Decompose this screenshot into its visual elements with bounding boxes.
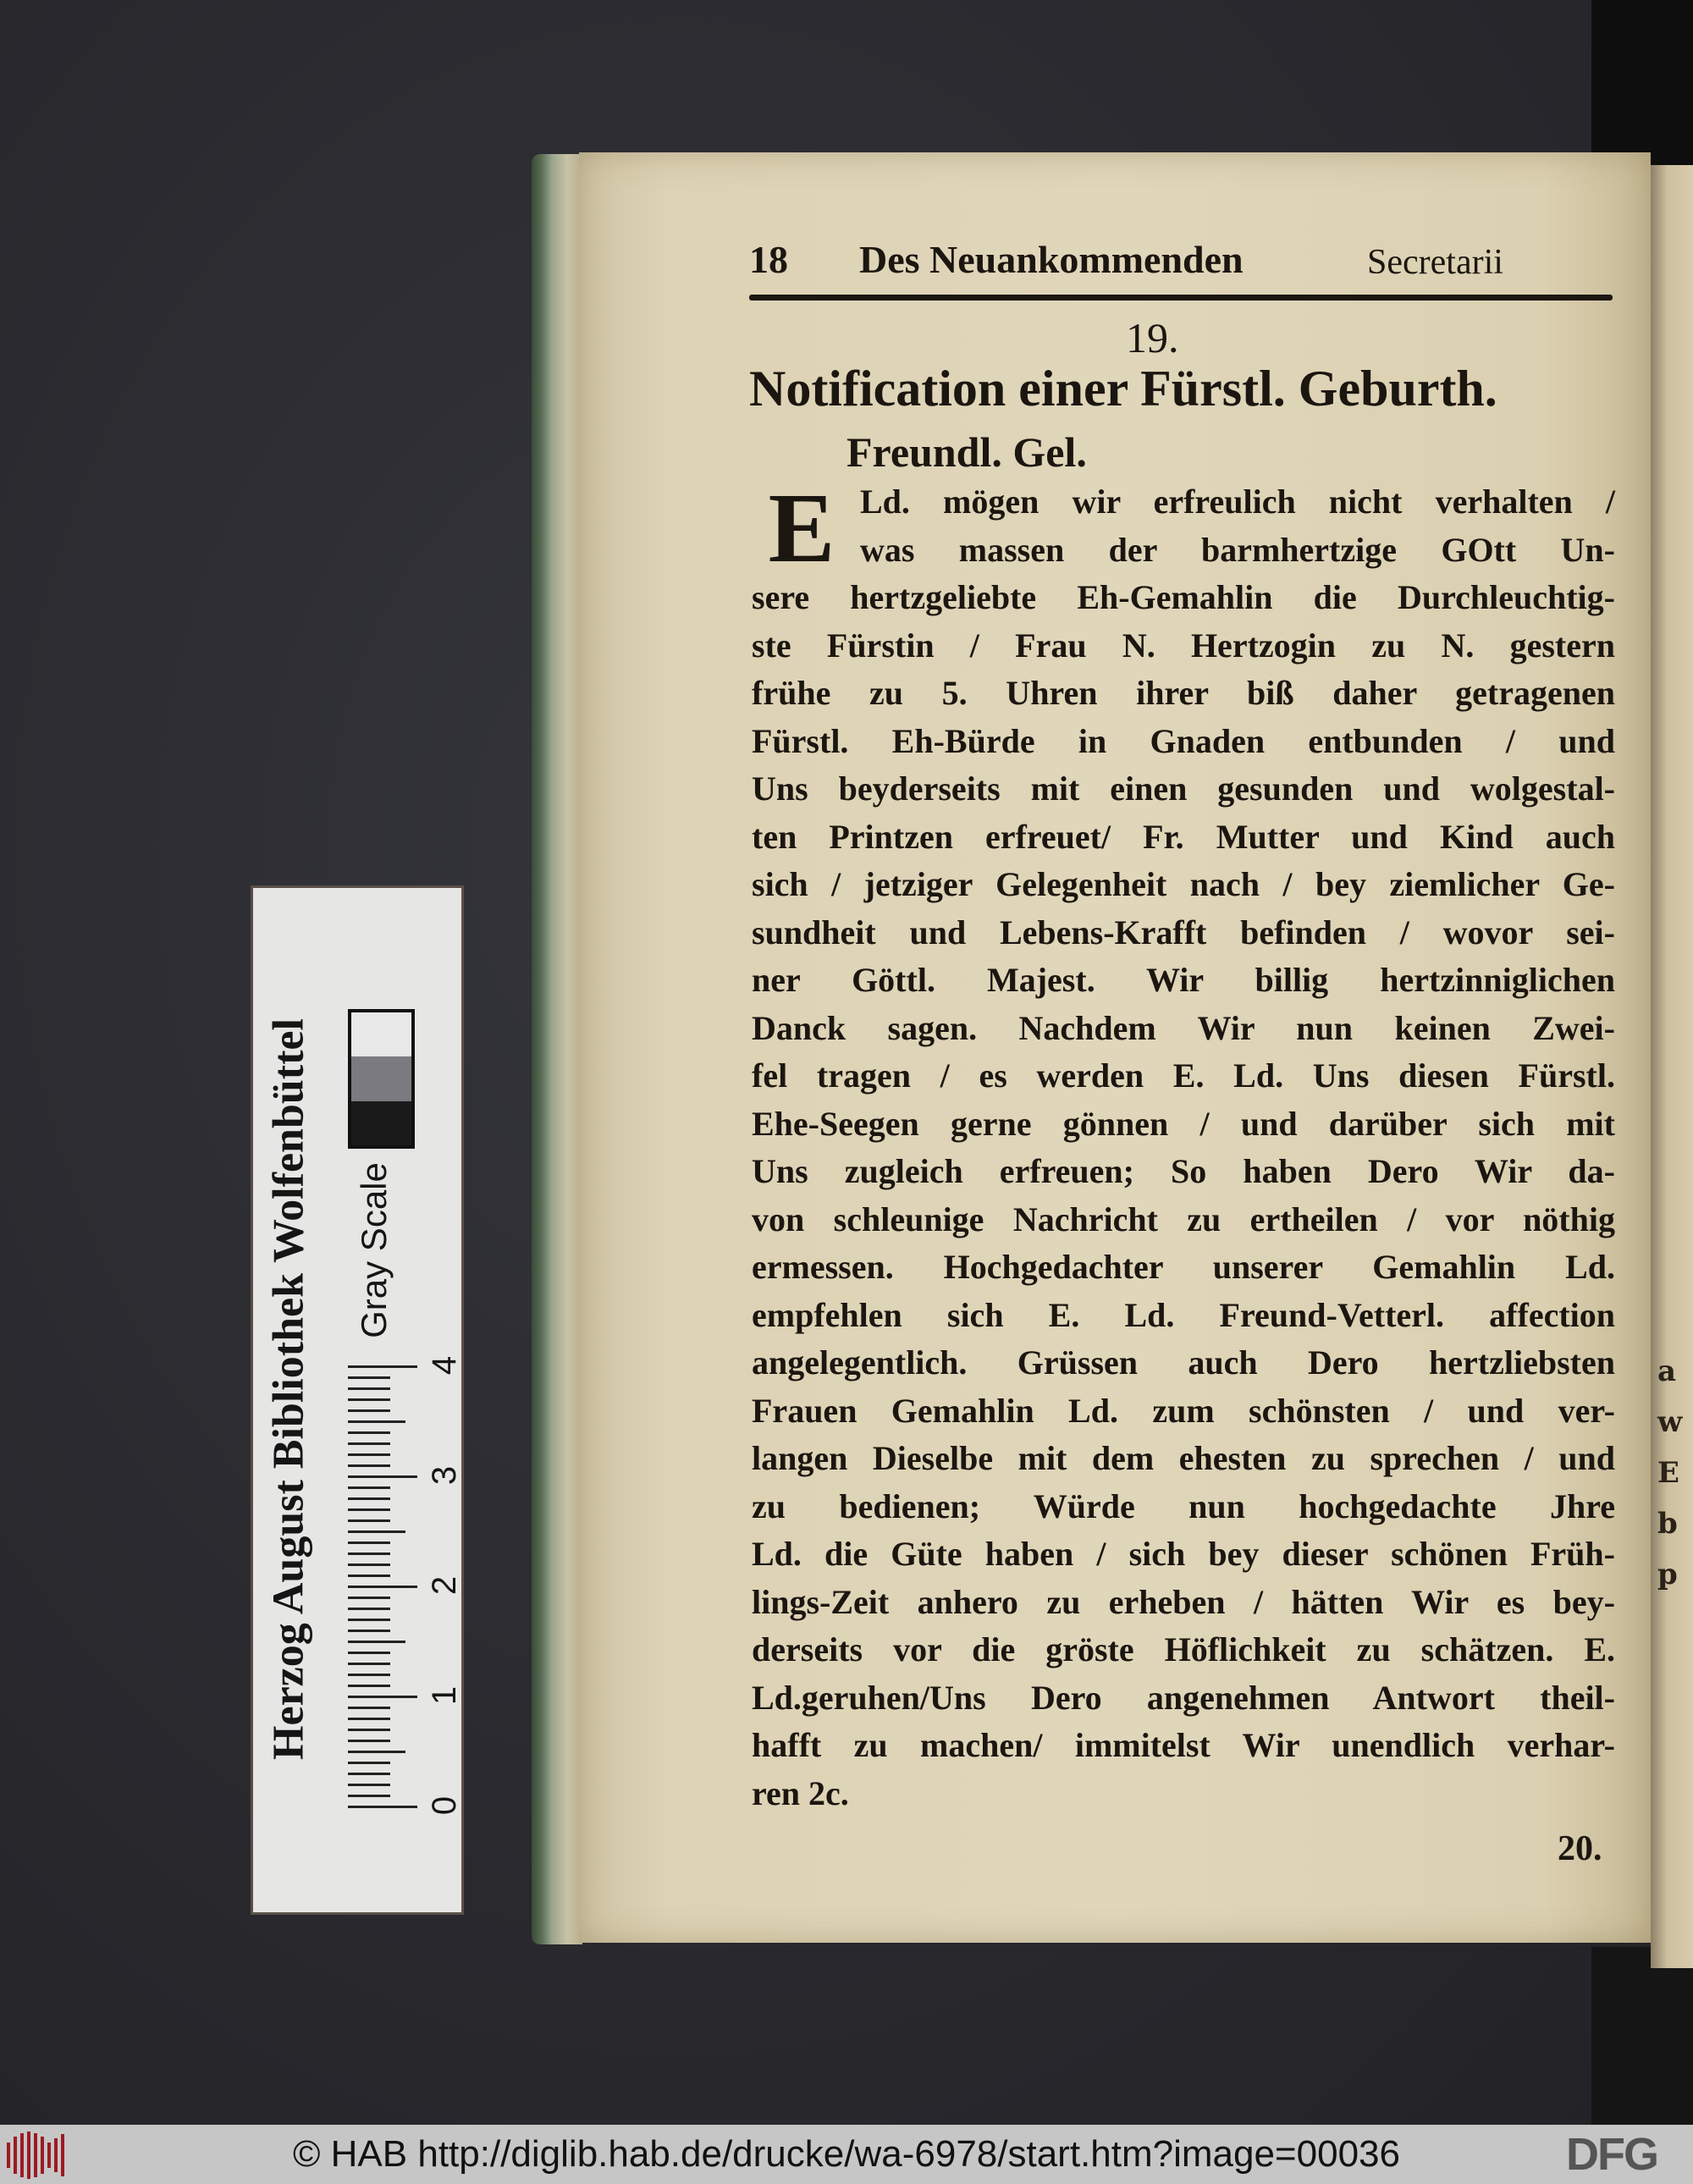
facing-page-fragment: a xyxy=(1657,1354,1677,1388)
text-line: ste Fürstin / Frau N. Hertzogin zu N. gestern xyxy=(752,626,1615,665)
ruler-tick xyxy=(348,1608,390,1610)
ruler-tick xyxy=(348,1696,417,1698)
ruler-tick xyxy=(348,1597,390,1599)
ruler-label: 3 xyxy=(426,1465,463,1486)
ruler-tick xyxy=(348,1519,390,1522)
ruler-label: 4 xyxy=(426,1355,463,1376)
logo-bar xyxy=(47,2143,51,2168)
ruler-tick xyxy=(348,1387,390,1390)
text-line: angelegentlich. Grüssen auch Dero hertzliebsten xyxy=(752,1343,1615,1382)
text-line: fel tragen / es werden E. Ld. Uns diesen Fürstl. xyxy=(752,1056,1615,1095)
running-title-latin: Secretarii xyxy=(1367,243,1503,282)
letter-title: Notification einer Fürstl. Geburth. xyxy=(749,361,1497,416)
salutation: Freundl. Gel. xyxy=(846,428,1087,476)
background-corner-bottom xyxy=(1591,1947,1693,2125)
facing-page-fragment: w xyxy=(1657,1405,1683,1439)
text-line: sere hertzgeliebte Eh-Gemahlin die Durchleuchtig- xyxy=(752,578,1615,616)
drop-cap: E xyxy=(768,472,835,583)
text-line: Danck sagen. Nachdem Wir nun keinen Zwei- xyxy=(752,1008,1615,1047)
text-line: ren 2c. xyxy=(752,1773,849,1812)
library-name xyxy=(264,968,313,1810)
text-line: Uns beyderseits mit einen gesunden und wolgestal- xyxy=(752,769,1615,808)
text-line: zu bedienen; Würde nun hochgedachte Jhre xyxy=(752,1486,1615,1525)
text-line: was massen der barmhertzige GOtt Un- xyxy=(860,530,1615,569)
facing-page-fragment: E xyxy=(1657,1456,1679,1490)
text-line: Fürstl. Eh-Bürde in Gnaden entbunden / und xyxy=(752,721,1615,760)
logo-bar xyxy=(20,2133,24,2177)
text-line: sich / jetziger Gelegenheit nach / bey ziemlicher Ge- xyxy=(752,865,1615,903)
ruler-tick xyxy=(348,1685,390,1687)
ruler-tick xyxy=(348,1508,390,1511)
ruler-label: 2 xyxy=(426,1575,463,1596)
book-spine-edge xyxy=(532,154,582,1944)
gray-swatch xyxy=(351,1101,411,1145)
ruler-tick xyxy=(348,1497,390,1500)
ruler-tick xyxy=(348,1464,390,1467)
ruler-tick xyxy=(348,1586,417,1588)
ruler-tick xyxy=(348,1718,390,1720)
gray-swatch xyxy=(351,1056,411,1100)
ruler-tick xyxy=(348,1740,390,1742)
ruler-tick xyxy=(348,1652,390,1654)
text-line: Ehe-Seegen gerne gönnen / und darüber sich mit xyxy=(752,1104,1615,1143)
facing-page-fragment: p xyxy=(1657,1558,1678,1591)
ruler-tick xyxy=(348,1564,390,1566)
text-line: ten Printzen erfreuet/ Fr. Mutter und Kind auch xyxy=(752,817,1615,856)
ruler-tick xyxy=(348,1630,390,1632)
text-line: lings-Zeit anhero zu erheben / hätten Wir es bey- xyxy=(752,1582,1615,1621)
ruler-tick xyxy=(348,1431,390,1434)
logo-bar xyxy=(34,2133,37,2177)
library-name-text: Herzog August Bibliothek Wolfenbüttel xyxy=(264,1018,313,1760)
text-line: von schleunige Nachricht zu ertheilen / vor nöthig xyxy=(752,1200,1615,1238)
gray-swatch xyxy=(351,1012,411,1056)
ruler-tick xyxy=(348,1575,390,1577)
text-line: Ld. mögen wir erfreulich nicht verhalten / xyxy=(860,483,1615,521)
logo-bar xyxy=(41,2137,44,2174)
ruler-tick xyxy=(348,1365,417,1368)
header-rule xyxy=(749,295,1613,301)
text-line: derseits vor die gröste Höflichkeit zu schätzen. E. xyxy=(752,1630,1615,1668)
logo-bar xyxy=(27,2132,30,2179)
text-line: langen Dieselbe mit dem ehesten zu sprechen / und xyxy=(752,1439,1615,1477)
ruler-tick xyxy=(348,1619,390,1621)
letter-body xyxy=(752,472,1615,1817)
ruler-tick xyxy=(348,1530,405,1533)
hab-logo-icon xyxy=(7,2132,68,2179)
ruler-tick xyxy=(348,1641,405,1643)
text-line: empfehlen sich E. Ld. Freund-Vetterl. affection xyxy=(752,1295,1615,1334)
ruler-tick xyxy=(348,1442,390,1445)
ruler-tick xyxy=(348,1795,390,1797)
letter-number: 19. xyxy=(1126,314,1179,361)
ruler-label: 0 xyxy=(426,1795,463,1816)
text-line: hafft zu machen/ immitelst Wir unendlich verhar- xyxy=(752,1726,1615,1764)
text-line: Ld. die Güte haben / sich bey dieser schönen Früh- xyxy=(752,1535,1615,1573)
ruler-tick xyxy=(348,1453,390,1456)
facing-page-edge xyxy=(1651,165,1693,1968)
ruler-tick xyxy=(348,1773,390,1775)
running-title: Des Neuankommenden xyxy=(859,238,1244,281)
running-head xyxy=(749,237,1613,288)
background-corner xyxy=(1591,0,1693,169)
ruler-tick xyxy=(348,1751,405,1753)
logo-bar xyxy=(14,2137,17,2174)
logo-bar xyxy=(7,2143,10,2168)
ruler-tick xyxy=(348,1729,390,1731)
ruler-tick xyxy=(348,1420,405,1423)
gray-scale-label-text: Gray Scale xyxy=(354,1162,394,1338)
text-line: Ld.geruhen/Uns Dero angenehmen Antwort theil- xyxy=(752,1678,1615,1717)
logo-bar xyxy=(61,2134,64,2176)
text-line: sundheit und Lebens-Krafft befinden / wovor sei- xyxy=(752,913,1615,951)
ruler-tick xyxy=(348,1541,390,1544)
footer-copyright-link[interactable]: © HAB http://diglib.hab.de/drucke/wa-6978/start.htm?image=00036 xyxy=(293,2133,1400,2175)
text-line: Uns zugleich erfreuen; So haben Dero Wir da- xyxy=(752,1152,1615,1190)
ruler-tick xyxy=(348,1475,417,1478)
gray-scale-swatches xyxy=(348,1009,415,1149)
text-line: ermessen. Hochgedachter unserer Gemahlin Ld. xyxy=(752,1248,1615,1286)
ruler-tick xyxy=(348,1486,390,1489)
gray-scale-label xyxy=(354,1162,394,1338)
dfg-logo: DFG xyxy=(1566,2129,1657,2180)
text-line: Frauen Gemahlin Ld. zum schönsten / und ver- xyxy=(752,1391,1615,1430)
ruler-tick xyxy=(348,1553,390,1555)
ruler-tick xyxy=(348,1806,417,1808)
ruler-tick xyxy=(348,1784,390,1786)
ruler-tick xyxy=(348,1376,390,1379)
ruler-tick xyxy=(348,1674,390,1676)
ruler-tick xyxy=(348,1409,390,1412)
ruler-tick xyxy=(348,1762,390,1764)
facing-page-fragment: b xyxy=(1657,1507,1678,1541)
logo-bar xyxy=(54,2138,58,2172)
text-line: frühe zu 5. Uhren ihrer biß daher getragenen xyxy=(752,674,1615,712)
ruler-tick xyxy=(348,1398,390,1401)
page-number: 18 xyxy=(749,238,788,281)
ruler-tick xyxy=(348,1707,390,1709)
ruler-label: 1 xyxy=(426,1685,463,1706)
ruler-tick xyxy=(348,1663,390,1665)
text-line: ner Göttl. Majest. Wir billig hertzinniglichen xyxy=(752,961,1615,999)
catchword: 20. xyxy=(1558,1829,1602,1868)
